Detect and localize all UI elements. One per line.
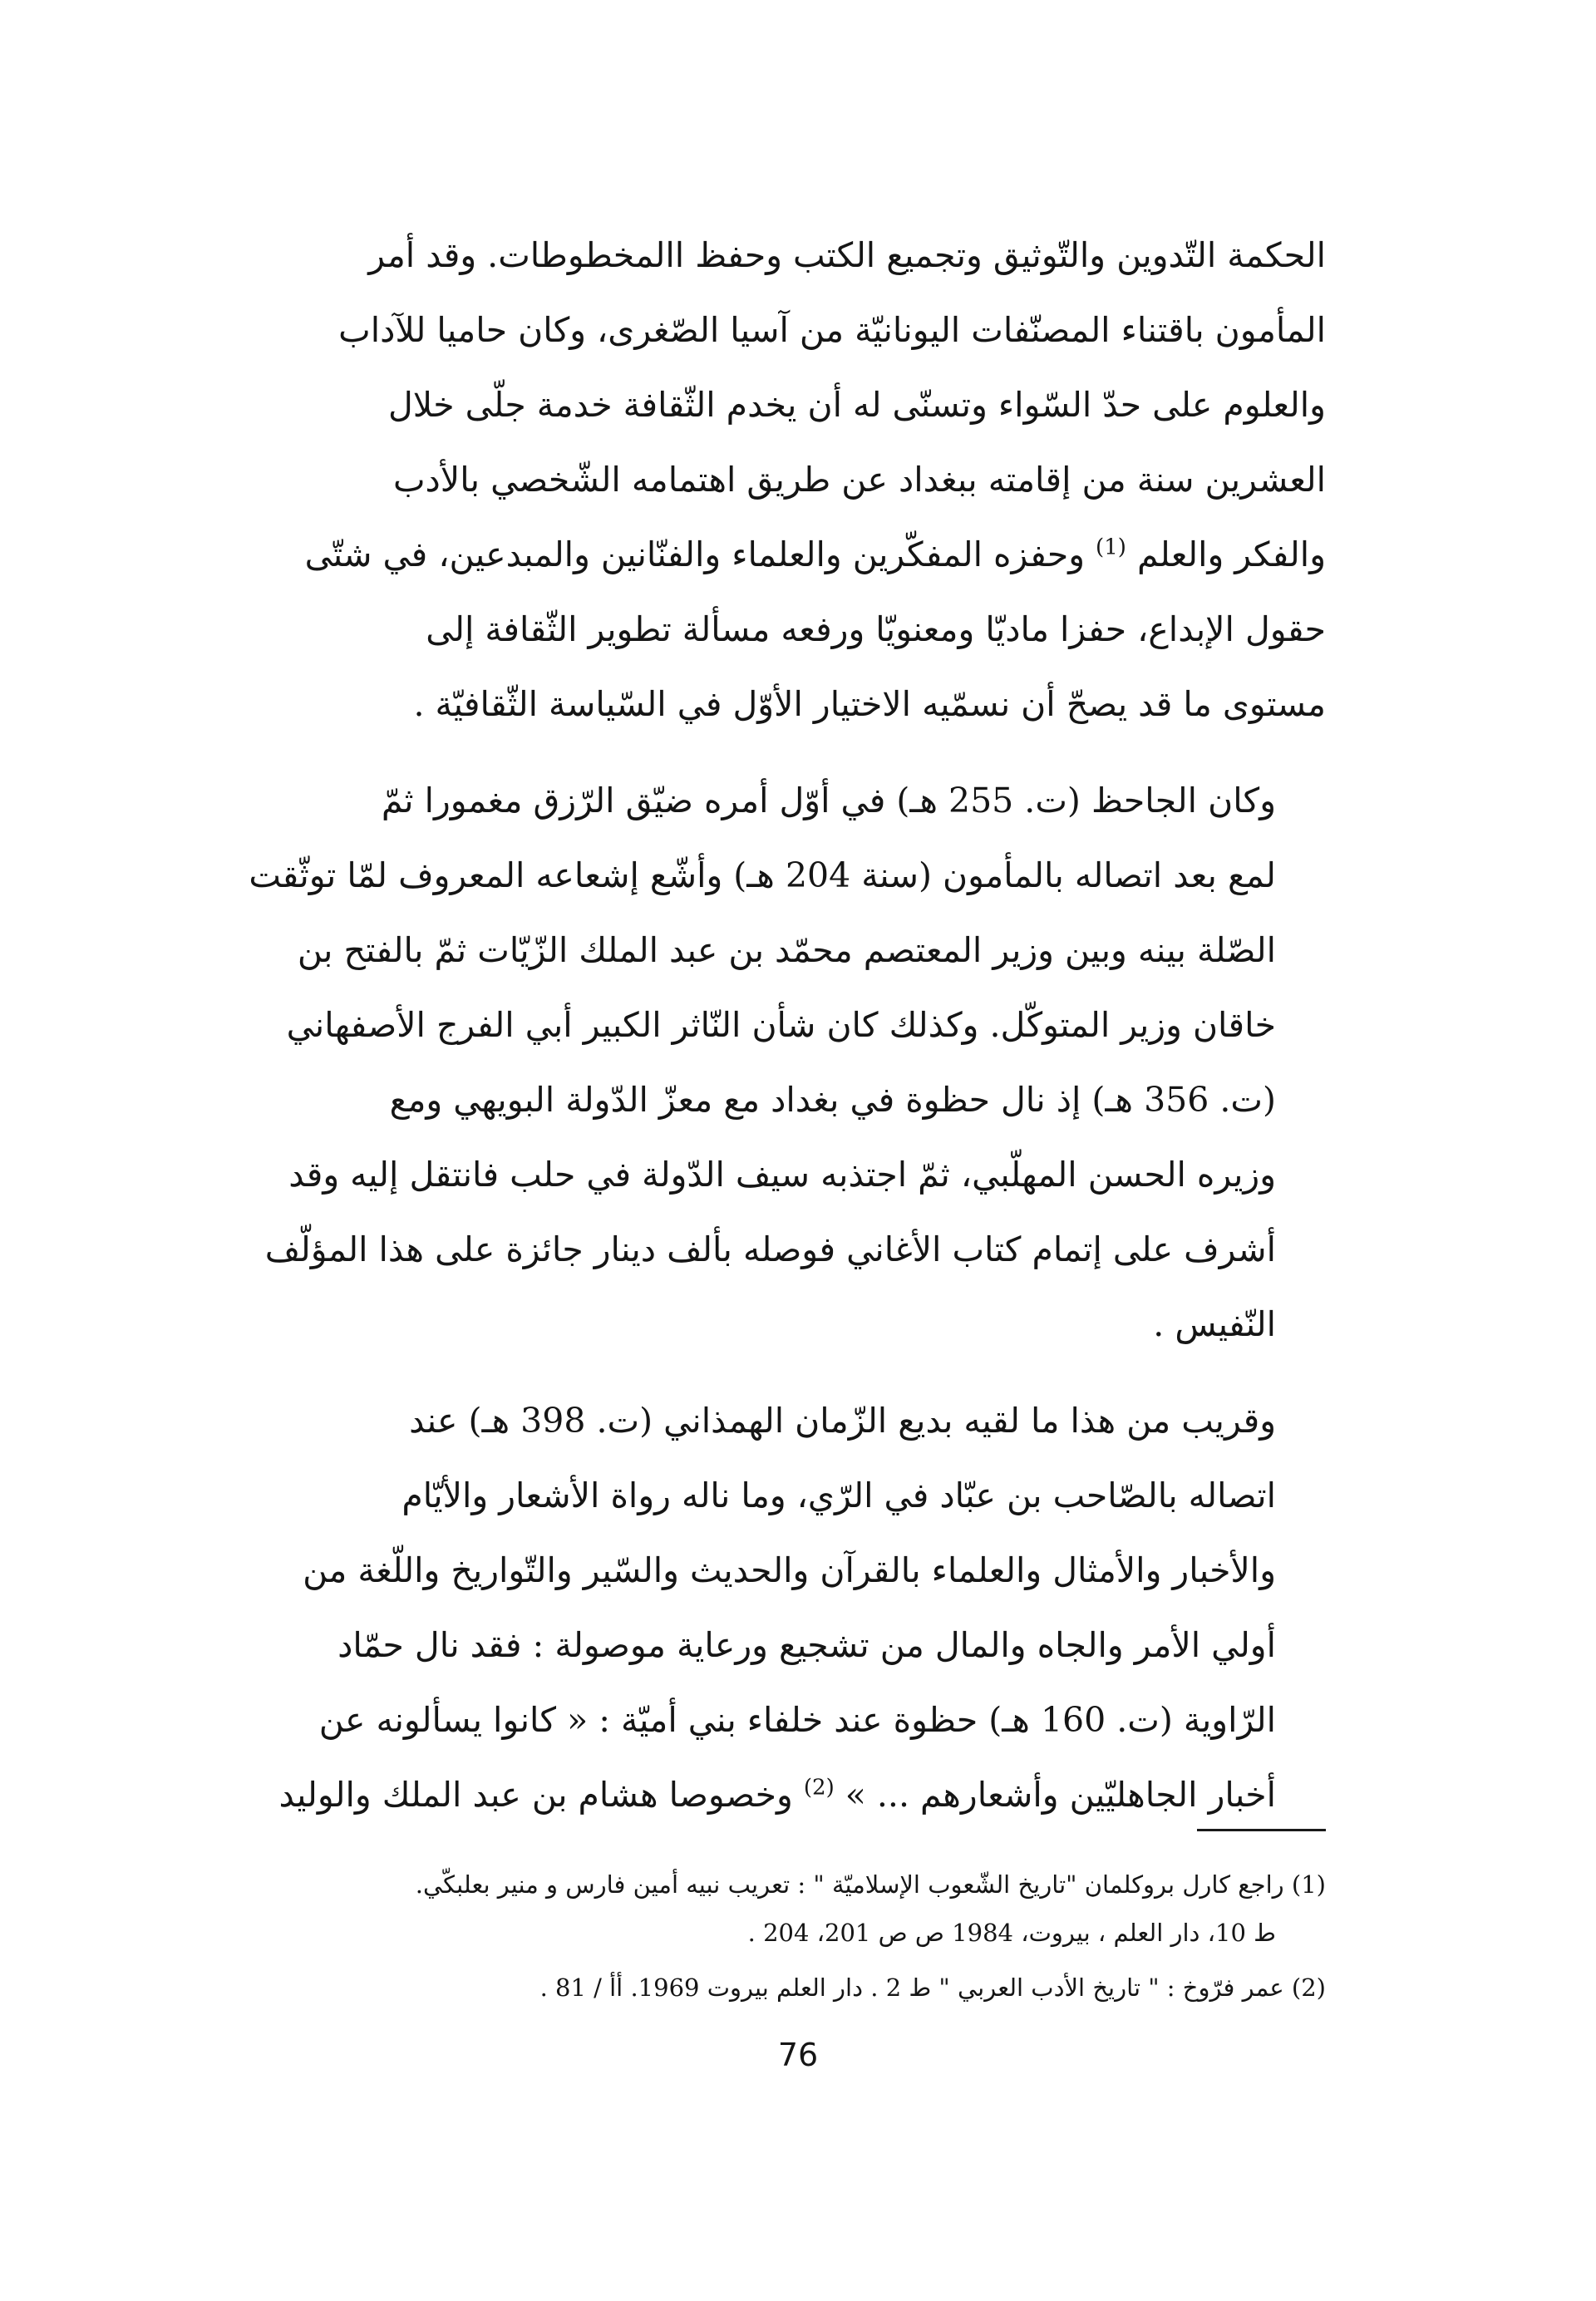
text-segment: والفكر والعلم — [1136, 535, 1326, 574]
footnote-text-continued: ط 10، دار العلم ، بيروت، 1984 ص ص 201، 204 . — [747, 1919, 1276, 1947]
text-line: الصّلة بينه وبين وزير المعتصم محمّد بن عبد الملك الزّيّات ثمّ بالفتح بن — [297, 930, 1276, 970]
text-line: خاقان وزير المتوكّل. وكذلك كان شأن النّاثر الكبير أبي الفرج الأصفهاني — [286, 1005, 1276, 1045]
text-line: وقريب من هذا ما لقيه بديع الزّمان الهمذاني (ت. 398 هـ) عند — [409, 1401, 1276, 1441]
footnotes — [187, 1860, 1326, 2018]
text-line: والأخبار والأمثال والعلماء بالقرآن والحديث والسّير والتّواريخ واللّغة من — [303, 1550, 1276, 1590]
paragraph-1 — [187, 218, 1326, 742]
text-line: مستوى ما قد يصحّ أن نسمّيه الاختيار الأوّل في السّياسة الثّقافيّة . — [413, 684, 1326, 724]
text-segment: وخصوصا هشام بن عبد الملك والوليد — [278, 1775, 793, 1815]
text-line: العشرين سنة من إقامته ببغداد عن طريق اهتمامه الشّخصي بالأدب — [392, 460, 1326, 500]
text-line: وكان الجاحظ (ت. 255 هـ) في أوّل أمره ضيّق الرّزق مغمورا ثمّ — [381, 781, 1276, 820]
body-text — [187, 218, 1326, 1832]
text-line: وزيره الحسن المهلّبي، ثمّ اجتذبه سيف الدّولة في حلب فانتقل إليه وقد — [288, 1155, 1276, 1195]
footnote-text: (1) راجع كارل بروكلمان "تاريخ الشّعوب الإسلاميّة " : تعريب نبيه أمين فارس و منير بعلبكّي. — [415, 1870, 1326, 1899]
footnote-2 — [187, 1963, 1326, 2012]
text-line: أشرف على إتمام كتاب الأغاني فوصله بألف دينار جائزة على هذا المؤلّف — [264, 1229, 1276, 1269]
footnote-text: (2) عمر فرّوخ : " تاريخ الأدب العربي " ط 2 . دار العلم بيروت 1969. أأ / 81 . — [539, 1973, 1326, 2002]
text-line: أولي الأمر والجاه والمال من تشجيع ورعاية موصولة : فقد نال حمّاد — [337, 1625, 1276, 1665]
text-line — [187, 1757, 1326, 1832]
footnote-1 — [187, 1860, 1326, 1957]
text-line: اتصاله بالصّاحب بن عبّاد في الرّي، وما ناله رواة الأشعار والأيّام — [401, 1476, 1276, 1515]
paragraph-2 — [187, 763, 1326, 1362]
paragraph-3 — [187, 1383, 1326, 1832]
footnote-reference-2: (2) — [803, 1775, 835, 1801]
text-segment: أخبار الجاهليّين وأشعارهم ... » — [845, 1775, 1276, 1815]
footnote-separator — [1197, 1829, 1326, 1831]
text-line: والعلوم على حدّ السّواء وتسنّى له أن يخدم الثّقافة خدمة جلّى خلال — [387, 385, 1326, 425]
text-line: (ت. 356 هـ) إذ نال حظوة في بغداد مع معزّ الدّولة البويهي ومع — [389, 1080, 1276, 1120]
text-line: الحكمة التّدوين والتّوثيق وتجميع الكتب وحفظ االمخطوطات. وقد أمر — [368, 235, 1326, 275]
text-line: لمع بعد اتصاله بالمأمون (سنة 204 هـ) وأشّع إشعاعه المعروف لمّا توثّقت — [249, 855, 1276, 895]
footnote-reference-1: (1) — [1096, 535, 1126, 560]
text-line: المأمون باقتناء المصنّفات اليونانيّة من آسيا الصّغرى، وكان حاميا للآداب — [338, 310, 1326, 350]
text-line: حقول الإبداع، حفزا ماديّا ومعنويّا ورفعه مسألة تطوير الثّقافة إلى — [426, 609, 1326, 649]
page-number: 76 — [777, 2037, 819, 2073]
text-line: الرّاوية (ت. 160 هـ) حظوة عند خلفاء بني أميّة : « كانوا يسألونه عن — [318, 1700, 1276, 1740]
text-line — [187, 517, 1326, 592]
text-line: النّفيس . — [1153, 1304, 1276, 1344]
text-segment: وحفزه المفكّرين والعلماء والفنّانين والمبدعين، في شتّى — [304, 535, 1085, 574]
